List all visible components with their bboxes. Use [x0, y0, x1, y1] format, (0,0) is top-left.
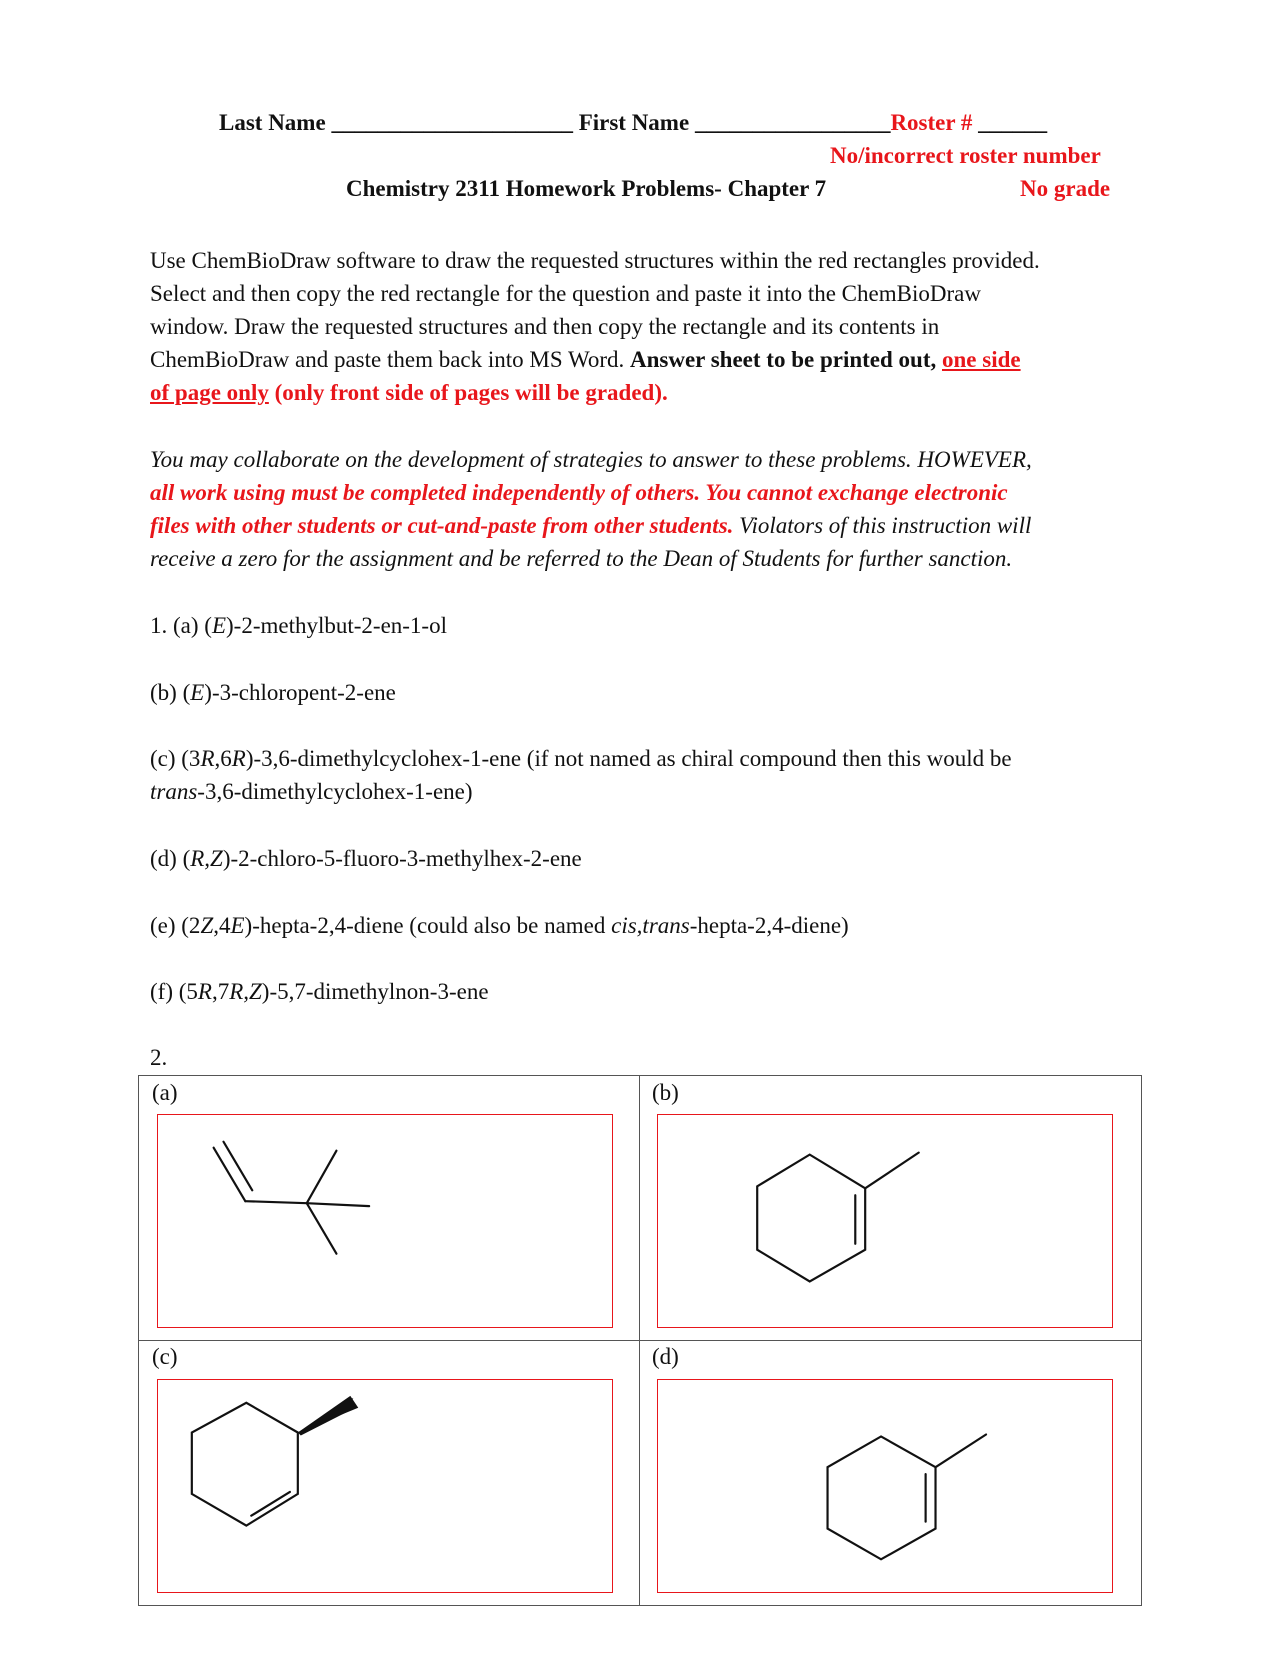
question-1c	[150, 742, 1012, 775]
q1d-prefix: (d) (	[150, 846, 191, 871]
q1c-alt-name: -3,6-dimethylcyclohex-1-ene)	[197, 779, 473, 804]
question-1c-line-2	[150, 775, 473, 808]
q1d-name: )-2-chloro-5-fluoro-3-methylhex-2-ene	[222, 846, 582, 871]
q1c-prefix: (c) (3	[150, 746, 201, 771]
cell-label-d: (d)	[652, 1344, 679, 1369]
q1f-prefix: (f) (5	[150, 979, 198, 1004]
instructions-line-1: Use ChemBioDraw software to draw the requested structures within the red rectangles provided.	[150, 248, 1040, 273]
instructions-line-3: window. Draw the requested structures and then copy the rectangle and its contents in	[150, 314, 940, 339]
last-name-blank[interactable]: _____________________	[331, 110, 573, 135]
policy-red-text: files with other students or cut-and-paste from other students.	[150, 513, 734, 538]
policy-line-3	[150, 509, 1031, 542]
question-1a	[150, 609, 447, 642]
roster-label: Roster #	[890, 110, 973, 135]
q1f-stereo-1: R	[197, 979, 212, 1004]
q1c-mid: ,6	[214, 746, 232, 771]
instructions-line-4	[150, 343, 1021, 376]
policy-line-1: You may collaborate on the development of strategies to answer to these problems. HOWEVER,	[150, 447, 1032, 472]
page-only-emphasis: of page only	[150, 380, 269, 405]
answer-box-d[interactable]	[657, 1379, 1113, 1593]
q1e-prefix: (e) (2	[150, 913, 201, 938]
question-1e	[150, 909, 849, 942]
q1b-stereo: E	[190, 680, 205, 705]
q1a-name: )-2-methylbut-2-en-1-ol	[226, 613, 447, 638]
name-line	[219, 110, 1047, 136]
q1e-stereo-2: E	[230, 913, 245, 938]
no-grade-note: No grade	[1020, 176, 1111, 201]
q1b-prefix: (b) (	[150, 680, 191, 705]
grid-divider-horizontal	[139, 1340, 1141, 1341]
structure-b-drawing	[658, 1115, 1112, 1327]
answer-box-a[interactable]	[157, 1114, 613, 1328]
question-1d	[150, 842, 582, 875]
first-name-blank[interactable]: _________________	[694, 110, 891, 135]
answer-grid	[138, 1075, 1142, 1606]
q1a-stereo: E	[211, 613, 226, 638]
q1f-name: )-5,7-dimethylnon-3-ene	[261, 979, 489, 1004]
cell-label-a: (a)	[152, 1080, 178, 1105]
q1c-name: )-3,6-dimethylcyclohex-1-ene (if not named as chiral compound then this would be	[245, 746, 1012, 771]
page-title: Chemistry 2311 Homework Problems- Chapter 7	[346, 176, 827, 201]
q1e-end: -hepta-2,4-diene)	[689, 913, 849, 938]
q1e-stereo-1: Z	[200, 913, 214, 938]
q1f-mid: ,7	[211, 979, 230, 1004]
roster-note: No/incorrect roster number	[830, 143, 1101, 168]
q1c-stereo-1: R	[200, 746, 215, 771]
q1c-stereo-2: R	[231, 746, 246, 771]
q1f-stereo-2: R,Z	[229, 979, 262, 1004]
q1e-mid: ,4	[213, 913, 231, 938]
instructions-line-2: Select and then copy the red rectangle for the question and paste it into the ChemBioDraw	[150, 281, 981, 306]
q1e-name: )-hepta-2,4-diene (could also be named	[244, 913, 606, 938]
structure-c-drawing	[158, 1380, 612, 1592]
answer-box-b[interactable]	[657, 1114, 1113, 1328]
instructions-line-5	[150, 376, 668, 409]
question-1f	[150, 975, 489, 1008]
instructions-bold: Answer sheet to be printed out,	[630, 347, 937, 372]
roster-blank[interactable]: ______	[978, 110, 1048, 135]
first-name-label: First Name	[578, 110, 690, 135]
answer-box-c[interactable]	[157, 1379, 613, 1593]
q1e-cistrans: cis,trans	[611, 913, 690, 938]
q1a-prefix: 1. (a) (	[150, 613, 212, 638]
policy-line-2: all work using must be completed independently of others. You cannot exchange electronic	[150, 480, 1008, 505]
question-1b	[150, 676, 396, 709]
front-side-note: (only front side of pages will be graded).	[274, 380, 668, 405]
q1c-trans: trans	[150, 779, 198, 804]
one-side-emphasis: one side	[942, 347, 1021, 372]
structure-a-drawing	[158, 1115, 612, 1327]
question-2-label: 2.	[150, 1045, 168, 1070]
last-name-label: Last Name	[219, 110, 326, 135]
q1b-name: )-3-chloropent-2-ene	[204, 680, 396, 705]
q1d-stereo: R,Z	[190, 846, 223, 871]
policy-rest-text: Violators of this instruction will	[739, 513, 1032, 538]
structure-d-drawing	[658, 1380, 1112, 1592]
cell-label-b: (b)	[652, 1080, 679, 1105]
policy-line-4: receive a zero for the assignment and be referred to the Dean of Students for further sanction.	[150, 546, 1013, 571]
instructions-plain: ChemBioDraw and paste them back into MS Word.	[150, 347, 625, 372]
cell-label-c: (c)	[152, 1344, 178, 1369]
